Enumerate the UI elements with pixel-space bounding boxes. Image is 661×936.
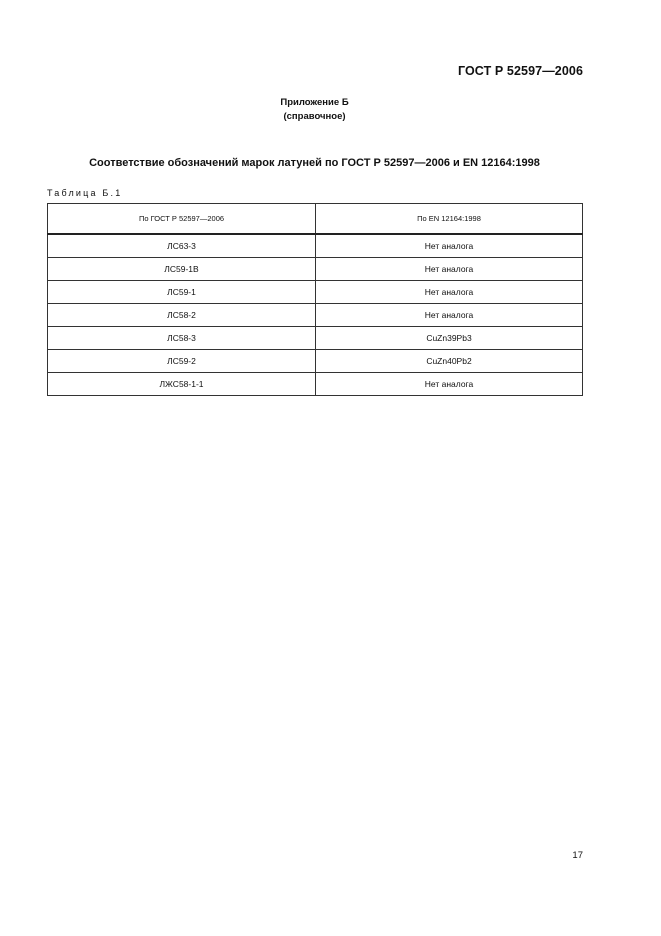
cell-gost-grade: ЛС59-1В (48, 258, 316, 281)
cell-en-grade: Нет аналога (316, 281, 583, 304)
cell-en-grade: Нет аналога (316, 304, 583, 327)
table-label: Таблица Б.1 (47, 188, 123, 198)
cell-en-grade: Нет аналога (316, 234, 583, 258)
appendix-title: Приложение Б (280, 97, 349, 108)
page-number: 17 (572, 850, 583, 861)
column-header-en: По EN 12164:1998 (316, 204, 583, 235)
cell-gost-grade: ЛС59-2 (48, 350, 316, 373)
table-header-row (48, 204, 583, 235)
table-row (48, 350, 583, 373)
document-header: ГОСТ Р 52597—2006 (457, 64, 583, 78)
page-title: Соответствие обозначений марок латуней по ГОСТ Р 52597—2006 и EN 12164:1998 (89, 157, 540, 169)
cell-en-grade: Нет аналога (316, 373, 583, 396)
appendix-heading (0, 96, 629, 124)
table-row (48, 281, 583, 304)
table-row (48, 234, 583, 258)
cell-en-grade: CuZn39Pb3 (316, 327, 583, 350)
appendix-subtitle: (справочное) (283, 111, 346, 122)
cell-gost-grade: ЛС59-1 (48, 281, 316, 304)
column-header-gost: По ГОСТ Р 52597—2006 (48, 204, 316, 235)
cell-gost-grade: ЛС58-3 (48, 327, 316, 350)
cell-gost-grade: ЛЖС58-1-1 (48, 373, 316, 396)
cell-gost-grade: ЛС63-3 (48, 234, 316, 258)
cell-gost-grade: ЛС58-2 (48, 304, 316, 327)
brass-grades-table (47, 203, 583, 396)
cell-en-grade: Нет аналога (316, 258, 583, 281)
table-row (48, 373, 583, 396)
cell-en-grade: CuZn40Pb2 (316, 350, 583, 373)
table-row (48, 327, 583, 350)
table-row (48, 258, 583, 281)
table-row (48, 304, 583, 327)
